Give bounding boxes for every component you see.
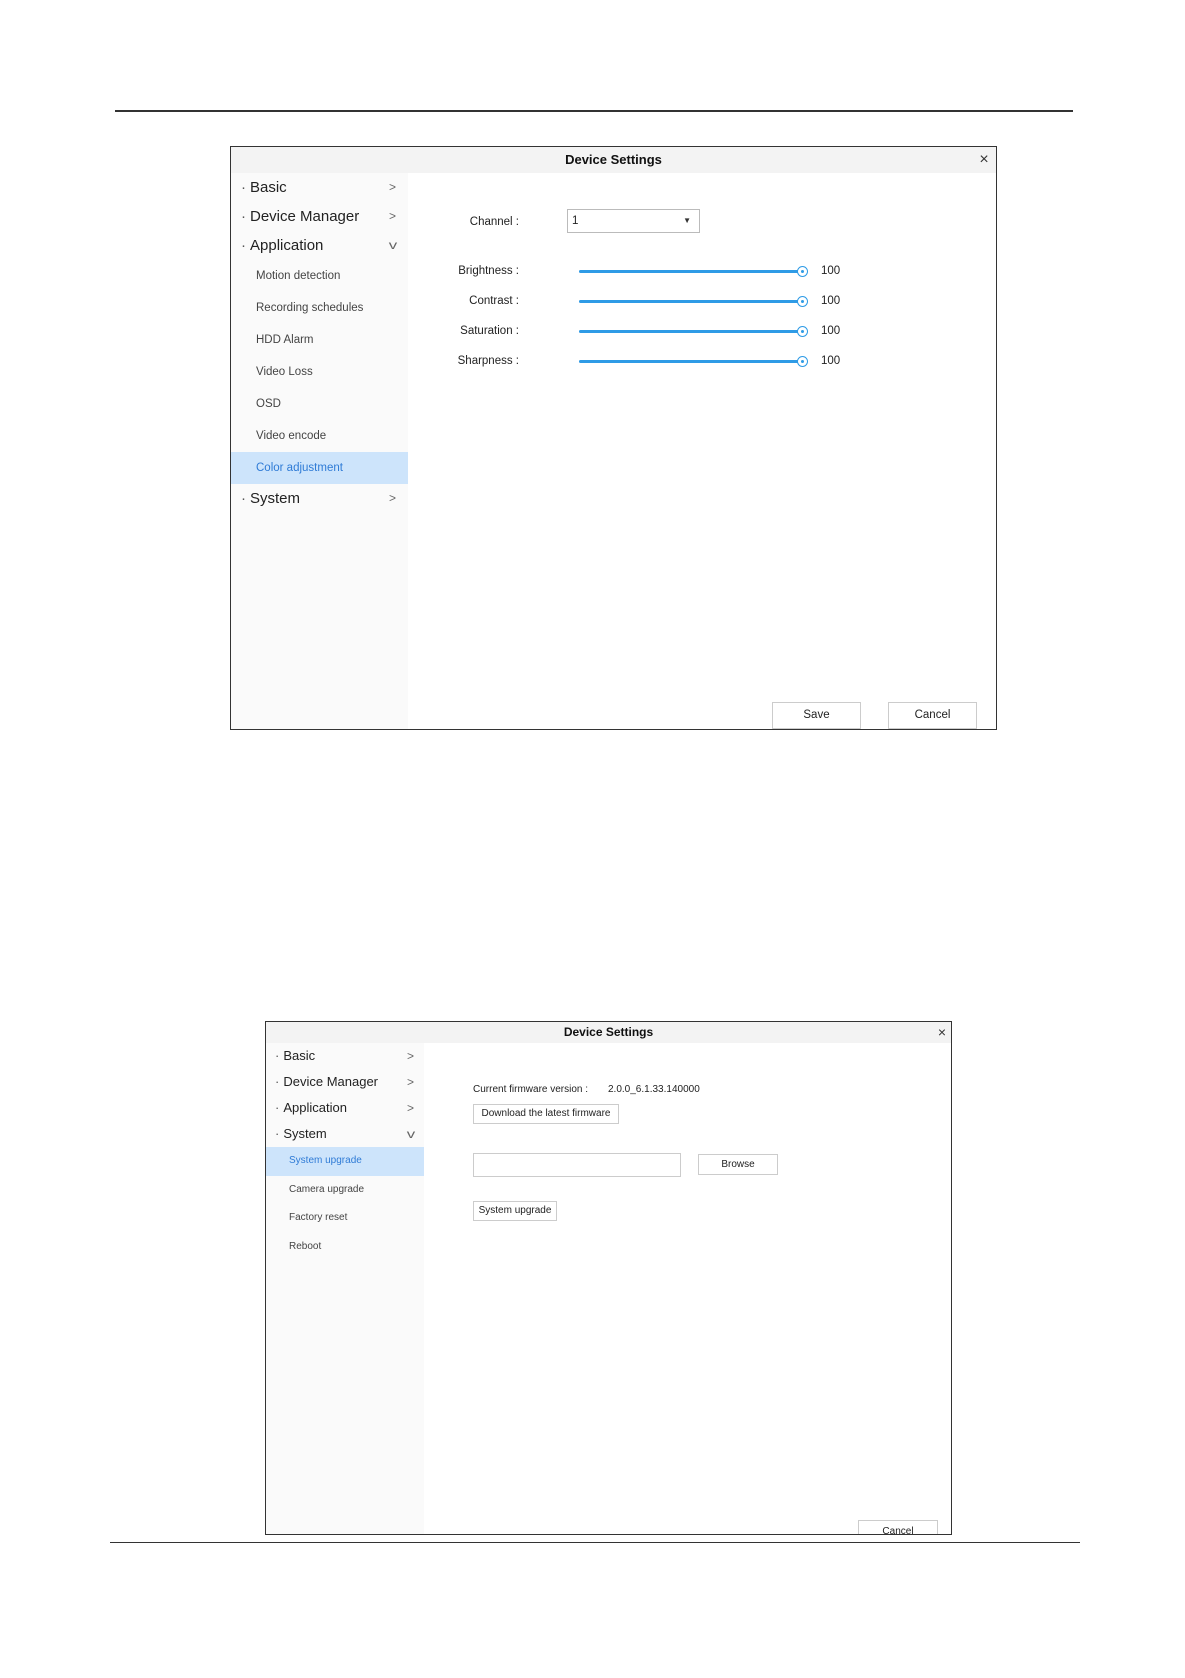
sharpness-label: Sharpness : — [457, 355, 519, 367]
sidebar-item-application[interactable] — [231, 231, 408, 260]
close-icon[interactable]: × — [937, 1024, 947, 1040]
sidebar-subitem-motion-detection[interactable]: Motion detection — [256, 270, 341, 282]
sharpness-value: 100 — [821, 355, 841, 367]
sidebar-subitem-system-upgrade[interactable]: System upgrade — [266, 1147, 424, 1176]
sidebar-subitem-factory-reset[interactable]: Factory reset — [289, 1212, 348, 1223]
sidebar-item-device-manager[interactable] — [231, 202, 408, 231]
chevron-down-icon: v — [406, 1127, 416, 1141]
bullet-icon: · — [275, 1126, 280, 1141]
channel-label: Channel : — [469, 216, 519, 228]
sidebar-item-label: Basic — [250, 179, 287, 196]
sidebar-subitem-video-encode[interactable]: Video encode — [256, 430, 327, 442]
bullet-icon: · — [241, 179, 246, 196]
chevron-down-icon: v — [388, 238, 398, 252]
bullet-icon: · — [241, 490, 246, 507]
sidebar-item-basic[interactable] — [231, 173, 408, 202]
dialog-titlebar — [231, 147, 996, 173]
slider-thumb[interactable] — [797, 266, 808, 277]
page-bottom-rule — [110, 1542, 1080, 1543]
browse-button[interactable]: Browse — [698, 1154, 778, 1175]
caret-down-icon: ▼ — [683, 216, 691, 225]
saturation-value: 100 — [821, 325, 841, 337]
firmware-file-input[interactable] — [473, 1153, 681, 1177]
bullet-icon: · — [241, 208, 246, 225]
brightness-label: Brightness : — [458, 265, 519, 277]
device-settings-dialog-color — [230, 146, 997, 730]
system-submenu — [266, 1147, 424, 1261]
chevron-right-icon: > — [406, 1075, 414, 1089]
sidebar-item-application[interactable] — [266, 1095, 424, 1121]
sidebar-item-label: System — [250, 490, 301, 507]
sharpness-slider[interactable] — [579, 354, 802, 368]
sidebar-subitem-video-loss[interactable]: Video Loss — [256, 366, 313, 378]
sidebar-item-label: Device Manager — [283, 1074, 378, 1089]
page-top-rule — [115, 110, 1073, 112]
save-button[interactable]: Save — [772, 702, 861, 729]
sidebar-item-system[interactable] — [266, 1121, 424, 1147]
bullet-icon: · — [275, 1100, 280, 1115]
sidebar-item-system[interactable] — [231, 484, 408, 513]
bullet-icon: · — [241, 237, 246, 254]
chevron-right-icon: > — [388, 180, 396, 194]
slider-thumb[interactable] — [797, 326, 808, 337]
slider-thumb[interactable] — [797, 296, 808, 307]
chevron-right-icon: > — [388, 209, 396, 223]
cancel-button[interactable]: Cancel — [888, 702, 977, 729]
sidebar-subitem-hdd-alarm[interactable]: HDD Alarm — [256, 334, 314, 346]
sidebar-item-label: Application — [250, 237, 324, 254]
saturation-slider[interactable] — [579, 324, 802, 338]
slider-thumb[interactable] — [797, 356, 808, 367]
firmware-version-label: Current firmware version : — [473, 1084, 589, 1095]
sidebar-subitem-camera-upgrade[interactable]: Camera upgrade — [289, 1183, 365, 1195]
brightness-slider[interactable] — [579, 264, 802, 278]
bullet-icon: · — [275, 1074, 280, 1089]
sidebar-item-label: Basic — [283, 1048, 316, 1063]
download-firmware-button[interactable]: Download the latest firmware — [473, 1104, 619, 1124]
dialog-title: Device Settings — [565, 152, 662, 167]
firmware-version-value: 2.0.0_6.1.33.140000 — [608, 1084, 700, 1095]
sidebar-subitem-osd[interactable]: OSD — [256, 398, 281, 410]
sidebar-subitem-recording-schedules[interactable]: Recording schedules — [256, 302, 364, 314]
sidebar-subitem-color-adjustment[interactable]: Color adjustment — [231, 452, 408, 484]
settings-sidebar — [231, 173, 408, 729]
bullet-icon: · — [275, 1048, 280, 1063]
system-upgrade-button[interactable]: System upgrade — [473, 1201, 557, 1221]
sidebar-item-label: System — [283, 1126, 327, 1141]
settings-sidebar — [266, 1043, 424, 1534]
saturation-label: Saturation : — [460, 325, 519, 337]
sidebar-subitem-reboot[interactable]: Reboot — [289, 1240, 322, 1252]
sidebar-item-basic[interactable] — [266, 1043, 424, 1069]
close-icon[interactable]: × — [979, 151, 989, 168]
contrast-label: Contrast : — [469, 295, 519, 307]
contrast-slider[interactable] — [579, 294, 802, 308]
sidebar-item-device-manager[interactable] — [266, 1069, 424, 1095]
channel-select[interactable] — [567, 209, 700, 233]
chevron-right-icon: > — [406, 1049, 414, 1063]
device-settings-dialog-system — [265, 1021, 952, 1535]
cancel-button[interactable]: Cancel — [858, 1520, 938, 1535]
dialog-title: Device Settings — [563, 1025, 654, 1039]
application-submenu — [231, 260, 408, 484]
channel-select-value: 1 — [572, 215, 579, 227]
sidebar-item-label: Application — [283, 1100, 347, 1115]
brightness-value: 100 — [821, 265, 841, 277]
chevron-right-icon: > — [406, 1101, 414, 1115]
sidebar-item-label: Device Manager — [250, 208, 360, 225]
chevron-right-icon: > — [388, 491, 396, 505]
contrast-value: 100 — [821, 295, 841, 307]
dialog-titlebar — [266, 1022, 951, 1043]
